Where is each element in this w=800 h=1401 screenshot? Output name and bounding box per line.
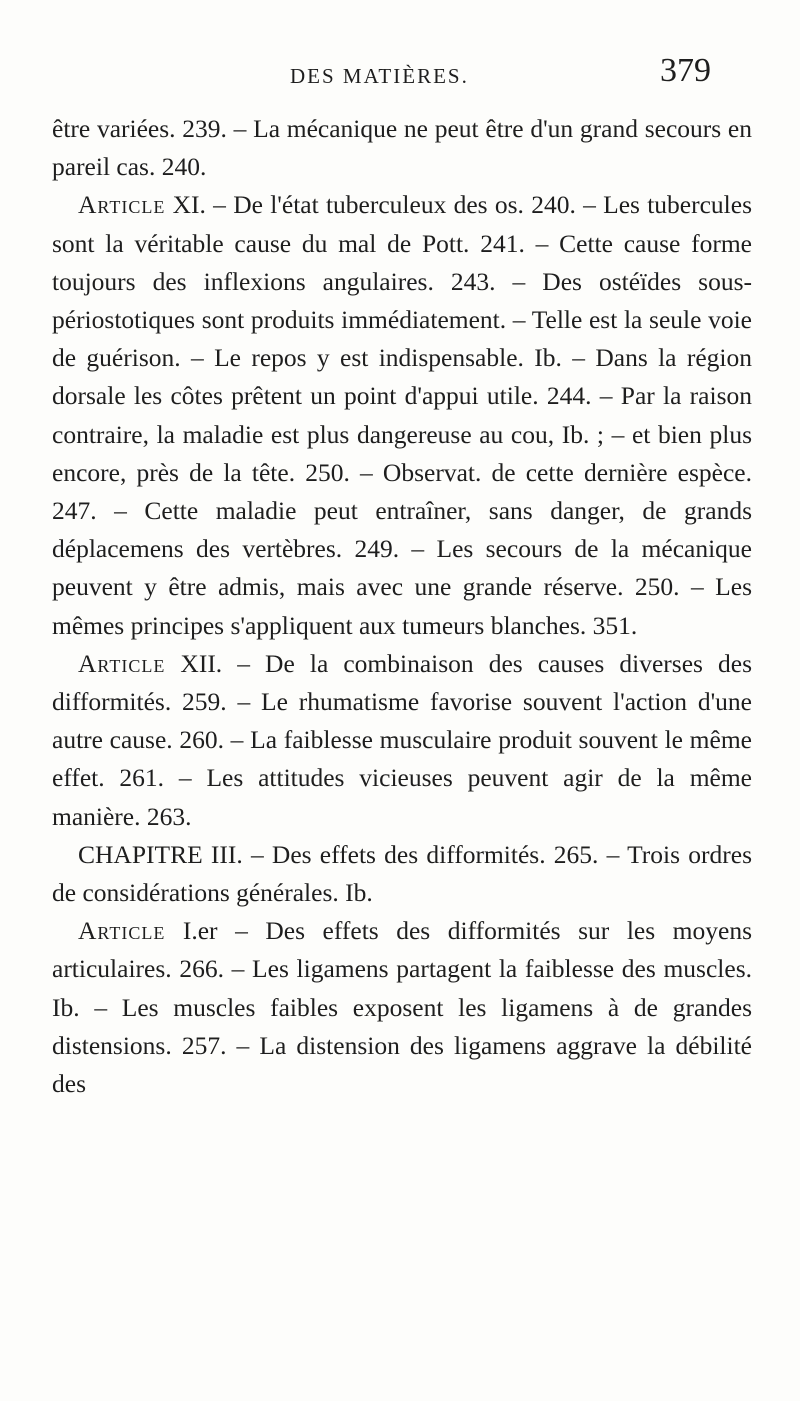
- page-number: 379: [660, 52, 711, 89]
- chapter-label: CHAPITRE: [78, 839, 203, 869]
- article-label: Article: [78, 648, 166, 678]
- running-head: DES MATIÈRES.: [290, 64, 469, 88]
- article-label: Article: [78, 190, 166, 220]
- paragraph-chapter-iii: [52, 836, 752, 912]
- article-xii-text: XII. – De la combinaison des causes diverses des difformités. 259. – Le rhumatisme favorise souvent l'action d'une autre cause. 260. – La faiblesse musculaire produit souvent le même effet. 261. – Les attitudes vicieuses peuvent agir de la même manière. 263.: [52, 648, 753, 831]
- chapter-iii-text: III. – Des effets des difformités. 265. – Trois ordres de considérations générales. Ib.: [52, 839, 752, 908]
- article-label: Article: [78, 916, 166, 946]
- paragraph-continuation: être variées. 239. – La mécanique ne peut être d'un grand secours en pareil cas. 240.: [52, 114, 752, 182]
- paragraph-article-xii: [52, 645, 752, 836]
- article-xi-text: XI. – De l'état tuberculeux des os. 240. – Les tubercules sont la véritable cause du mal de Pott. 241. – Cette cause forme toujours des inflexions angulaires. 243. – Des ostéïdes sous-périostotiques sont produits immédiatement. – Telle est la seule voie de guérison. – Le repos y est indispensable. Ib. – Dans la région dorsale les côtes prêtent un point d'appui utile. 244. – Par la raison contraire, la maladie est plus dangereuse au cou, Ib. ; – et bien plus encore, près de la tête. 250. – Observat. de cette dernière espèce. 247. – Cette maladie peut entraîner, sans danger, de grands déplacemens des vertèbres. 249. – Les secours de la mécanique peuvent y être admis, mais avec une grande réserve. 250. – Les mêmes principes s'appliquent aux tumeurs blanches. 351.: [52, 190, 753, 640]
- paragraph-article-i: [52, 912, 752, 1103]
- paragraph-article-xi: [52, 186, 752, 644]
- article-i-text: I.er – Des effets des difformités sur les moyens articulaires. 266. – Les ligamens partagent la faiblesse des muscles. Ib. – Les muscles faibles exposent les ligamens à de grandes distensions. 257. – La distension des ligamens aggrave la débilité des: [52, 916, 753, 1099]
- body-text: [52, 110, 752, 1103]
